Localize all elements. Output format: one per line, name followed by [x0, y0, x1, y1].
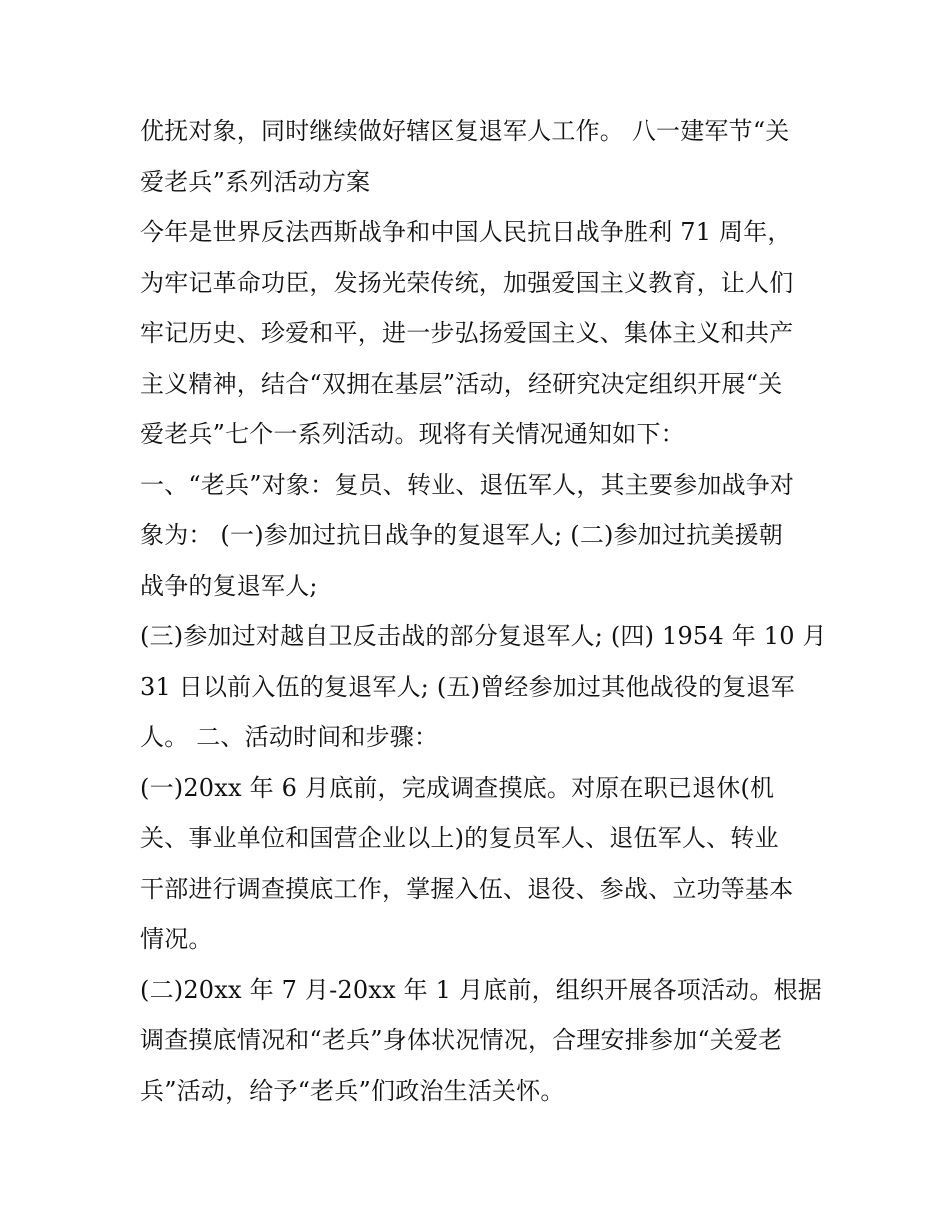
text-line: 为牢记革命功臣，发扬光荣传统，加强爱国主义教育，让人们 — [140, 268, 794, 297]
text-line: 优抚对象，同时继续做好辖区复退军人工作。 八一建军节“关 — [140, 117, 790, 145]
text-line: 兵”活动，给予“老兵”们政治生活关怀。 — [140, 1076, 565, 1105]
text-line: 情况。 — [140, 925, 213, 953]
text-line: 战争的复退军人; — [140, 571, 318, 600]
text-line: 象为： (一)参加过抗日战争的复退军人; (二)参加过抗美援朝 — [140, 521, 783, 549]
text-line: (二)20xx 年 7 月-20xx 年 1 月底前，组织开展各项活动。根据 — [140, 975, 822, 1004]
text-line: (三)参加过对越自卫反击战的部分复退军人; (四) 1954 年 10 月 — [140, 622, 827, 650]
text-line: 爱老兵”七个一系列活动。现将有关情况通知如下： — [140, 420, 685, 448]
text-line: 31 日以前入伍的复退军人; (五)曾经参加过其他战役的复退军 — [140, 672, 795, 701]
text-line: 爱老兵”系列活动方案 — [140, 167, 371, 196]
text-line: 一、“老兵”对象：复员、转业、退伍军人，其主要参加战争对 — [140, 470, 795, 499]
text-line: (一)20xx 年 6 月底前，完成调查摸底。对原在职已退休(机 — [140, 773, 775, 802]
text-line: 人。 二、活动时间和步骤： — [140, 723, 439, 751]
text-line: 干部进行调查摸底工作，掌握入伍、退役、参战、立功等基本 — [140, 874, 794, 903]
text-line: 牢记历史、珍爱和平，进一步弘扬爱国主义、集体主义和共产 — [140, 319, 794, 347]
text-line: 主义精神，结合“双拥在基层”活动，经研究决定组织开展“关 — [140, 369, 783, 398]
document-body — [140, 106, 830, 1116]
text-line: 今年是世界反法西斯战争和中国人民抗日战争胜利 71 周年， — [140, 218, 792, 246]
text-line: 调查摸底情况和“老兵”身体状况情况，合理安排参加“关爱老 — [140, 1026, 783, 1054]
text-line: 关、事业单位和国营企业以上)的复员军人、退伍军人、转业 — [140, 824, 779, 852]
